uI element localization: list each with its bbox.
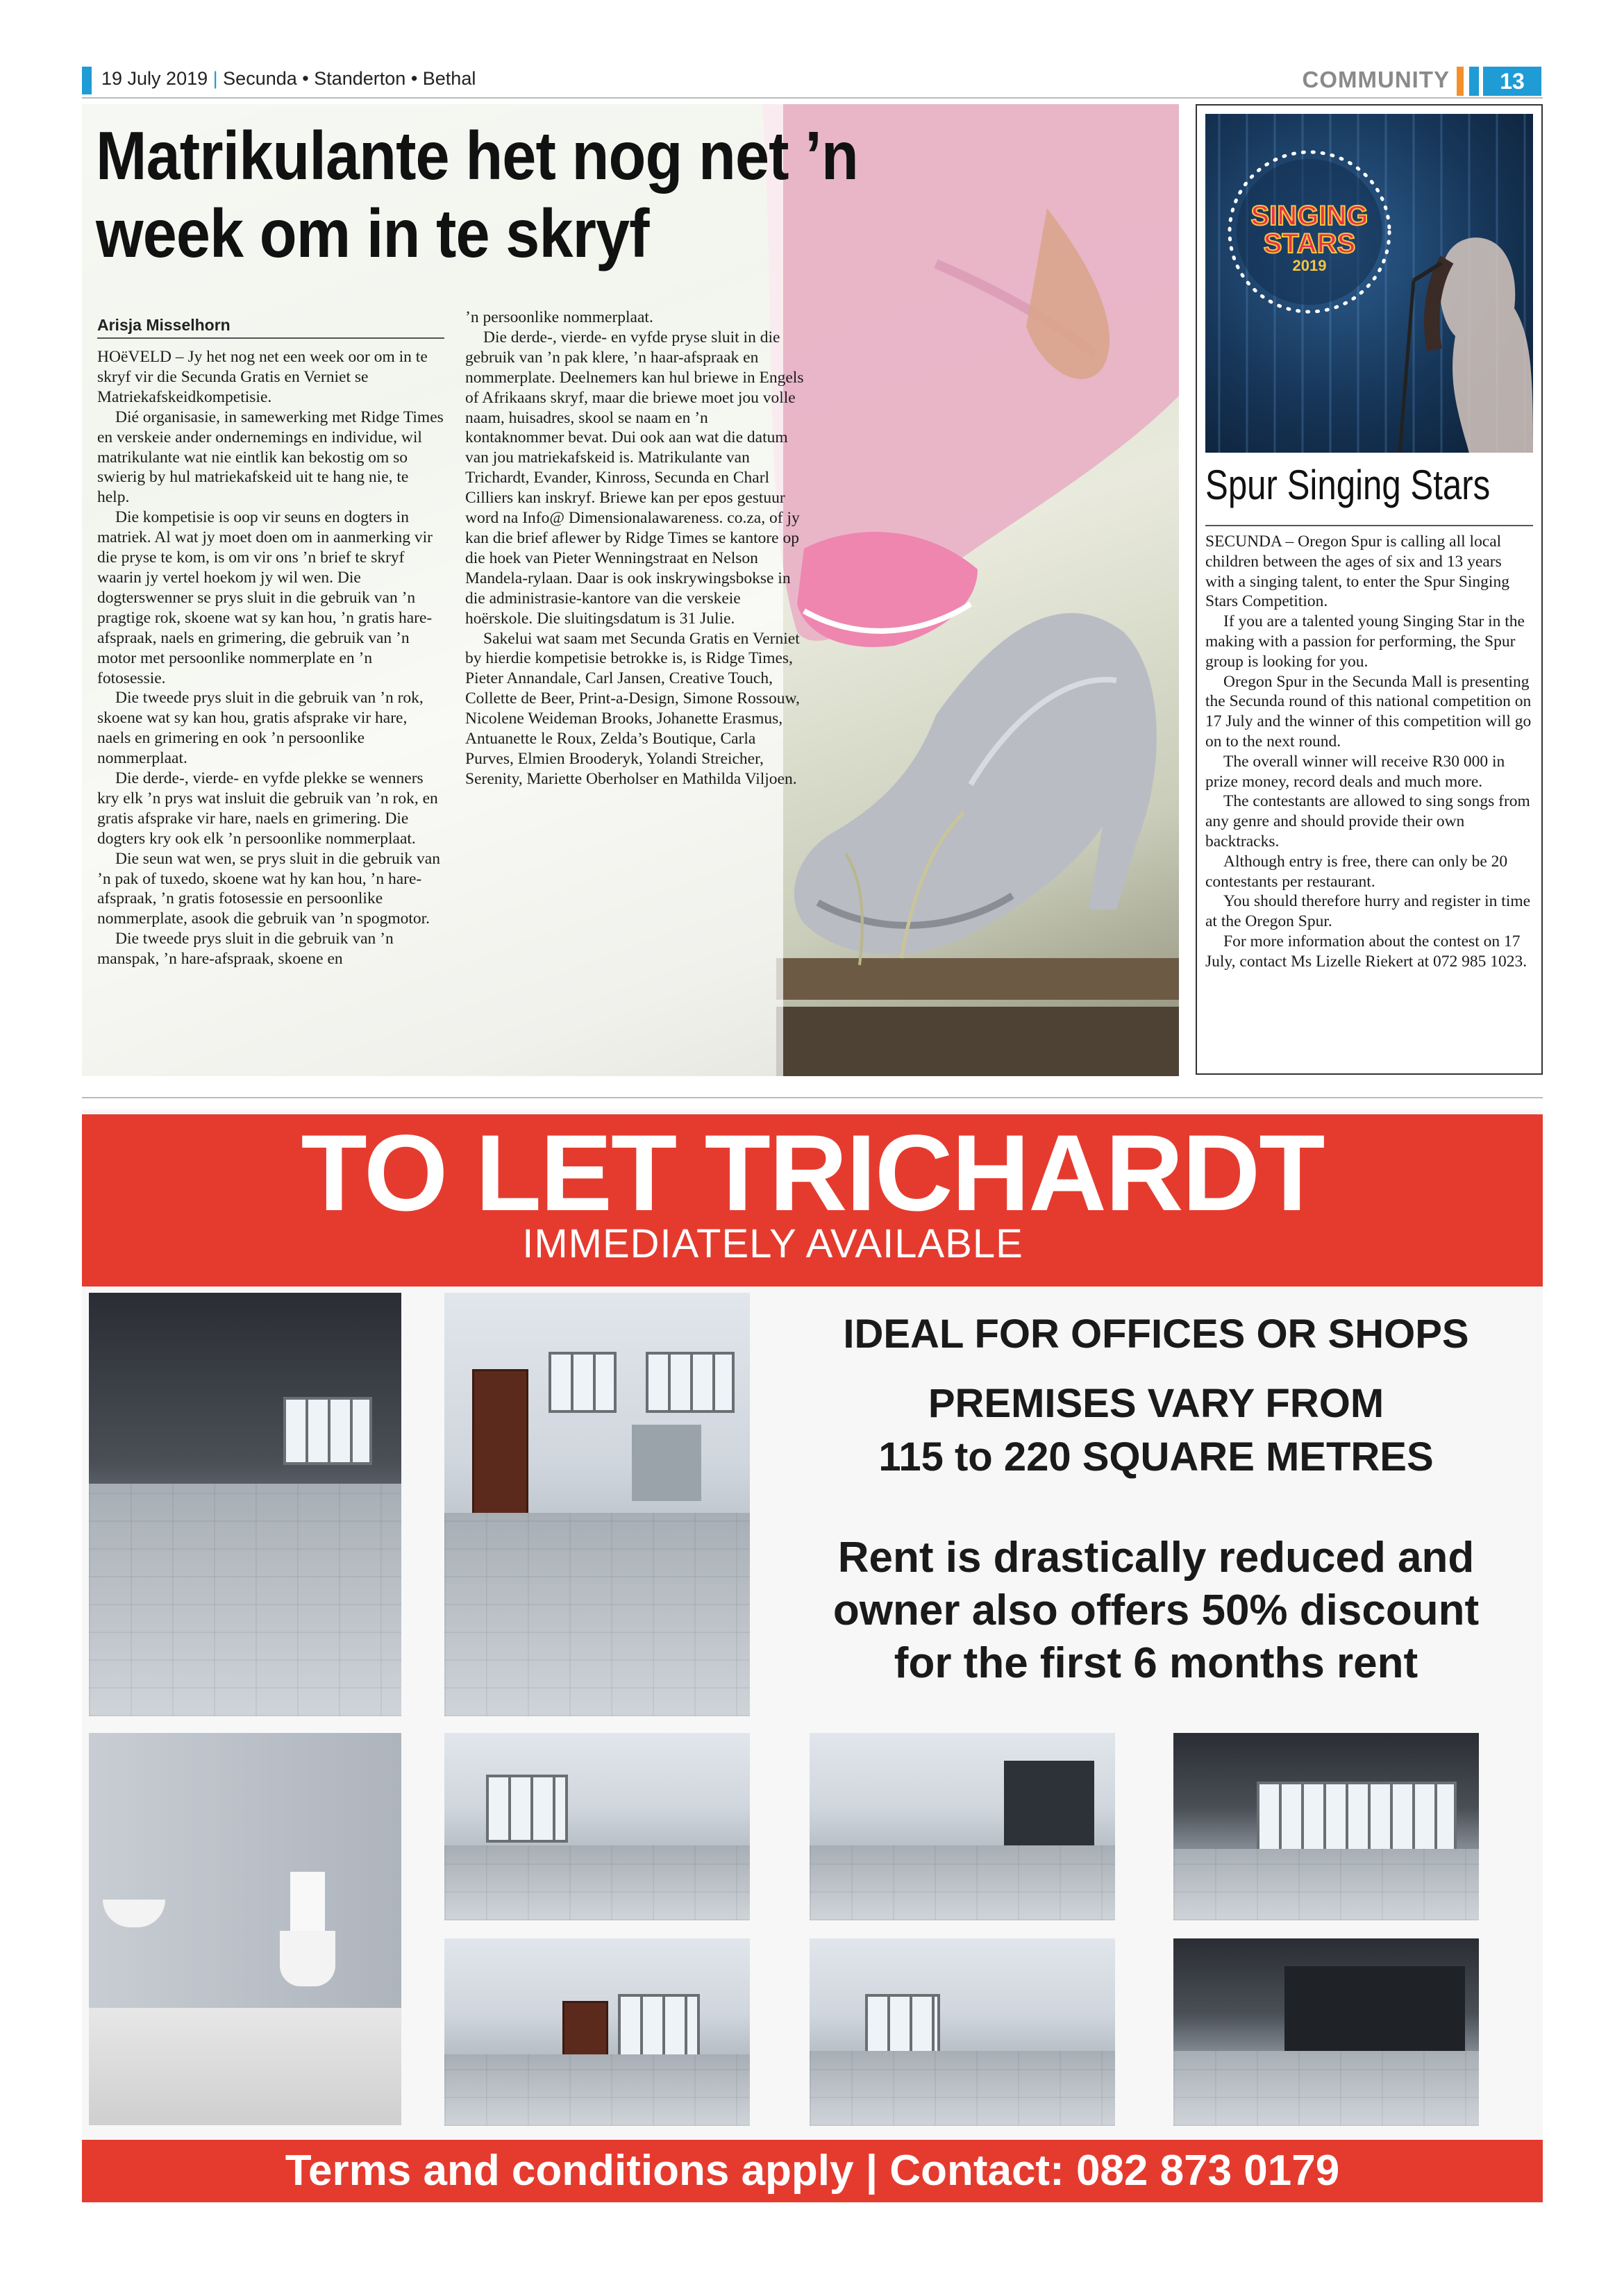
- dateline: [101, 68, 476, 90]
- ad-title: TO LET TRICHARDT: [301, 1113, 1324, 1234]
- ad-photo-room-5: [810, 1733, 1115, 1920]
- ad-photo-room-7: [1173, 1733, 1479, 1920]
- logo-text-line2: STARS: [1263, 228, 1356, 259]
- paragraph: Die tweede prys sluit in die gebruik van ’n rok, skoene wat sy kan hou, gratis afsprake vir hare, naels en grimering en ook ’n persoonlike nommerplaat.: [97, 689, 424, 768]
- section-accent-orange: [1457, 67, 1464, 96]
- paragraph: You should therefore hurry and register in time at the Oregon Spur.: [1205, 892, 1531, 931]
- ad-copy-discount: owner also offers 50% discount: [832, 1586, 1480, 1634]
- ad-subtitle: IMMEDIATELY AVAILABLE: [522, 1221, 1023, 1266]
- ad-copy-ideal-for: IDEAL FOR OFFICES OR SHOPS: [843, 1312, 1469, 1357]
- paragraph: Die kompetisie is oop vir seuns en dogters in matriek. Al wat jy moet doen om in aanmerking vir die pryse te kom, is om vir ons ’n brief te skryf waarin jy vertel hoekom jy wil wen. Die dogterswenner se prys sluit in die gebruik van ’n pragtige rok, skoene wat sy kan hou, ’n gratis hare-afspraak, naels en grimering, die gebruik van ’n motor met persoonlike nommerplate en ’n fotosessie.: [97, 508, 433, 687]
- sidebar-body: [1205, 532, 1533, 972]
- paragraph: Dié organisasie, in samewerking met Ridge Times en verskeie ander ondernemings en individue, wil matrikulante wat nie eintlik kan bekostig om so swierig by hul matriekafskeid uit te hang nie, te help.: [97, 408, 444, 507]
- ad-photo-room-4: [444, 1938, 750, 2126]
- paragraph: HOëVELD – Jy het nog net een week oor om in te skryf vir die Secunda Gratis en Verniet se Matriekafskeidkompetisie.: [97, 348, 428, 406]
- singing-stars-artwork: [1205, 114, 1533, 453]
- singing-stars-photo: [1205, 114, 1533, 453]
- paragraph: Die derde-, vierde- en vyfde plekke se wenners kry elk ’n prys wat insluit die gebruik van ’n rok, en gratis afsprake vir hare, naels en grimering. Die dogters kry ook elk ’n persoonlike nommerplaat.: [97, 769, 438, 848]
- edition-towns: Secunda • Standerton • Bethal: [223, 68, 476, 89]
- header-rule: [82, 97, 1543, 99]
- byline: Arisja Misselhorn: [97, 316, 231, 334]
- logo-text-line1: SINGING: [1250, 201, 1368, 231]
- ad-photo-room-1: [89, 1293, 401, 1716]
- paragraph: For more information about the contest on 17 July, contact Ms Lizelle Riekert at 072 985 1023.: [1205, 932, 1527, 971]
- paragraph: Oregon Spur in the Secunda Mall is presenting the Secunda round of this national competition on 17 July and the winner of this competition will go on to the next round.: [1205, 672, 1532, 751]
- section-divider: [82, 1097, 1543, 1098]
- paragraph: SECUNDA – Oregon Spur is calling all local children between the ages of six and 13 years with a singing talent, to enter the Spur Singing Stars Competition.: [1205, 533, 1509, 611]
- paragraph: The contestants are allowed to sing songs from any genre and should provide their own backtracks.: [1205, 792, 1530, 850]
- ad-photo-room-3: [444, 1733, 750, 1920]
- section-accent-blue: [1469, 67, 1479, 96]
- byline-rule: [97, 337, 444, 339]
- sidebar-rule: [1205, 525, 1533, 526]
- dateline-separator: |: [212, 68, 218, 89]
- ad-photo-room-8: [1173, 1938, 1479, 2126]
- paragraph: Die seun wat wen, se prys sluit in die gebruik van ’n pak of tuxedo, skoene wat hy kan hou, ’n hare-afspraak, ’n gratis fotosessie en persoonlike nommerplate, asook die gebruik van ’n spogmotor.: [97, 849, 440, 928]
- page-number: 13: [1483, 67, 1541, 96]
- ad-copy-premises-vary: PREMISES VARY FROM: [928, 1381, 1384, 1426]
- ad-photo-bathroom: [89, 1733, 401, 2125]
- headline: Matrikulante het nog net ’n week om in te skryf: [96, 117, 858, 271]
- paragraph: Sakelui wat saam met Secunda Gratis en Verniet by hierdie kompetisie betrokke is, is Ridge Times, Pieter Annandale, Carl Jansen, Creative Touch, Collette de Beer, Print-a-Design, Simone Rossouw, Nicolene Weideman Brooks, Johanette Erasmus, Antuanette le Roux, Zelda’s Boutique, Carla Purves, Elmien Brooderyk, Yolandi Streicher, Serenity, Mariette Oberholser en Mathilda Viljoen.: [465, 629, 800, 788]
- article-column-1: [97, 347, 444, 1069]
- paragraph: If you are a talented young Singing Star in the making with a passion for performing, the Spur group is looking for you.: [1205, 612, 1525, 671]
- paragraph: Die derde-, vierde- en vyfde pryse sluit in die gebruik van ’n pak klere, ’n haar-afspraak en nommerplate. Deelnemers kan hul briewe in Engels of Afrikaans skryf, maar die briewe moet jou volle naam, huisadres, skool se naam en ’n kontaknommer bevat. Dui ook aan wat die datum van jou matriekafskeid is. Matrikulante van Trichardt, Evander, Kinross, Secunda en Charl Cilliers kan inskryf. Briewe kan per epos gestuur word na Info@ Dimensionalawareness. co.za, of jy kan die brief aflewer by Ridge Times se kantore op die hoek van Pieter Wenningstraat en Nelson Mandela-rylaan. Daar is ook inskrywingsbokse in die administrasie-kantore van die verskeie hoërskole. Die sluitingsdatum is 31 Julie.: [465, 328, 804, 628]
- header-accent-bar: [82, 67, 92, 94]
- ad-photo-room-2: [444, 1293, 750, 1716]
- ad-copy-square-metres: 115 to 220 SQUARE METRES: [878, 1434, 1434, 1480]
- logo-year: 2019: [1292, 257, 1327, 274]
- ad-copy-rent-reduced: Rent is drastically reduced and: [837, 1534, 1475, 1582]
- issue-date: 19 July 2019: [101, 68, 208, 89]
- sidebar-title: Spur Singing Stars: [1205, 462, 1491, 508]
- section-label: COMMUNITY: [1302, 67, 1450, 92]
- paragraph: The overall winner will receive R30 000 in prize money, record deals and much more.: [1205, 752, 1505, 791]
- paragraph: Although entry is free, there can only be 20 contestants per restaurant.: [1205, 852, 1508, 891]
- ad-copy-first-months: for the first 6 months rent: [894, 1639, 1418, 1687]
- ad-contact-line: Terms and conditions apply | Contact: 082 873 0179: [285, 2147, 1340, 2195]
- article-column-2: [465, 308, 805, 1071]
- paragraph: ’n persoonlike nommerplaat.: [465, 308, 653, 326]
- paragraph: Die tweede prys sluit in die gebruik van ’n manspak, ’n hare-afspraak, skoene en: [97, 930, 394, 969]
- ad-photo-room-6: [810, 1938, 1115, 2126]
